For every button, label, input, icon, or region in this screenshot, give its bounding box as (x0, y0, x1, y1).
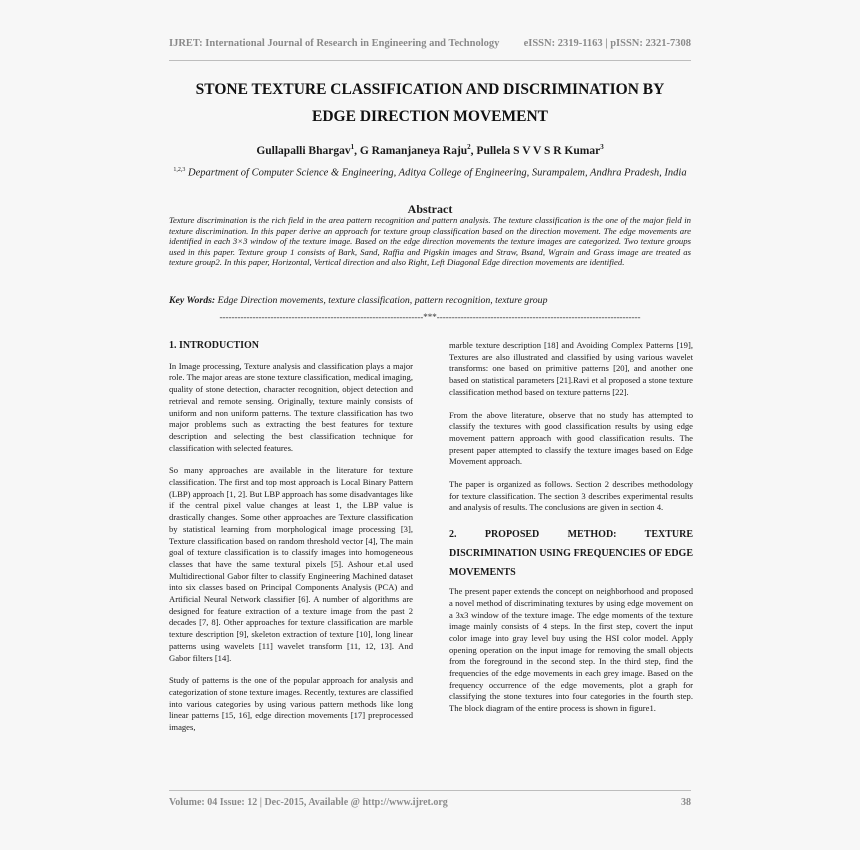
page-number: 38 (681, 797, 691, 808)
keywords (169, 295, 691, 306)
affiliation-text: Department of Computer Science & Engineering, Aditya College of Engineering, Surampalem, Andhra Pradesh, India (188, 167, 687, 179)
author-2: , G Ramanjaneya Raju (354, 144, 468, 157)
paragraph: So many approaches are available in the literature for texture classification. The first and top most approach is Local Binary Pattern (LBP) approach [1, 2]. But LBP approach has some disadvantages like if the central pixel value changes at least 1, the LBP value is drastically changes. Some other approaches are Texture classification by statistical learning from morphological image processing [3], Texture classification based on random threshold vector [4], The main goal of texture classification is to classify images into homogeneous classes that have the same textural pixels [5]. Ashour et.al used Multidirectional Gabor filter to classify Engineering Machined dataset into six classes based on Principal Components Analysis (PCA) and Artificial Neural Network classifier [6]. A number of algorithms are designed for feature extraction of a texture image from the past 2 decades [7, 8]. Other approaches for texture classification are marble texture description [9], skeleton extraction of texture [10], long linear patterns using wavelets [11] wavelet transform [11, 12, 13]. And Gabor filters [14]. (169, 465, 413, 663)
abstract-heading: Abstract (407, 202, 453, 216)
running-footer (169, 797, 691, 808)
paragraph: From the above literature, observe that no study has attempted to classify the textures with good classification results by using edge movement pattern approach with good classification results. The present paper attempted to classify the texture images based on Edge Movement approach. (449, 409, 693, 467)
author-1: Gullapalli Bhargav (256, 144, 351, 157)
paragraph: marble texture description [18] and Avoiding Complex Patterns [19], Textures are also illustrated and classified by using various wavelet transforms: one based on primitive patterns [20], and another one based on statistical parameters [21].Ravi et al proposed a stone texture classification method based on texture patterns [22]. (449, 340, 693, 397)
paragraph: The paper is organized as follows. Section 2 describes methodology for texture classification. The section 3 describes experimental results and analysis of results. The conclusions are given in section 4. (449, 479, 693, 513)
journal-name: IJRET: International Journal of Research in Engineering and Technology (169, 38, 500, 49)
issn: eISSN: 2319-1163 | pISSN: 2321-7308 (523, 38, 691, 49)
section-heading-proposed-method: 2. PROPOSED METHOD: TEXTURE DISCRIMINATION USING FREQUENCIES OF EDGE MOVEMENTS (449, 529, 693, 579)
title-line-2: EDGE DIRECTION MOVEMENT (312, 108, 548, 125)
author-list (169, 143, 691, 157)
left-column (169, 340, 413, 745)
abstract-text: Texture discrimination is the rich field in the area pattern recognition and pattern analysis. The texture classification is the one of the major field in texture discrimination. In this paper derive an approach for texture group classification based on the direction movement. The edge movements are identified in each 3×3 window of the texture image. Based on the edge direction movements the texture images are categorized. Two texture groups used in this paper. Texture group 1 consists of Bark, Sand, Raffia and Pigskin images and Straw, Bsand, Wgrain and Grass image are treated as texture group2. In this paper, Horizontal, Vertical direction and also Right, Left Diagonal Edge direction movements are identified. (169, 215, 691, 268)
section-separator: --------------------------------------------------------------------***-------------------------------------------------------------------- (219, 312, 641, 322)
affiliation-sup: 1,2,3 (173, 167, 186, 173)
paragraph: The present paper extends the concept on neighborhood and proposed a novel method of discriminating textures by using edge movement on a 3x3 window of the texture image. The edge moments of the texture image mainly consists of 4 steps. In the first step, covert the input color image into gray level buy using the HSI color model. Apply opening operation on the input image for removing the small objects from the foreground in the second step. In the third step, find the frequencies of the edge movements in each grey image. Based on the frequency occurrence of the edge movements, plot a graph for classifying the stone textures into four categories in the fourth step. The block diagram of the entire process is shown in figure1. (449, 586, 693, 714)
footer-rule (169, 790, 691, 791)
affiliation (169, 164, 691, 180)
footer-volume-info: Volume: 04 Issue: 12 | Dec-2015, Available @ http://www.ijret.org (169, 797, 448, 808)
keywords-text: Edge Direction movements, texture classification, pattern recognition, texture group (215, 295, 548, 306)
keywords-label: Key Words: (169, 295, 216, 306)
right-column (449, 340, 693, 726)
section-heading-introduction: 1. INTRODUCTION (169, 340, 260, 351)
paragraph: In Image processing, Texture analysis and classification plays a major role. The major areas are stone texture classification, medical imaging, quality of stone detection, character recognition, object detection and retrieval and remote sensing. Originally, texture mainly consists of uniform and non uniform patterns. The texture classification has two major problems such as extracting the best features for texture description and selecting the best classification technique for classification with selected features. (169, 360, 413, 453)
title-line-1: STONE TEXTURE CLASSIFICATION AND DISCRIMINATION BY (195, 81, 665, 98)
paragraph: Study of patterns is the one of the popular approach for analysis and categorization of stone texture images. Recently, textures are classified into various categories by using various pattern methods like long linear patterns [15, 16], edge direction movements [17] preprocessed images, (169, 675, 413, 733)
author-1-sup: 1 (350, 143, 355, 151)
header-rule (169, 60, 691, 61)
author-2-sup: 2 (467, 143, 471, 151)
author-3-sup: 3 (600, 143, 604, 151)
author-3: , Pullela S V V S R Kumar (470, 144, 601, 157)
paper-title (150, 76, 710, 130)
running-header (169, 38, 691, 49)
